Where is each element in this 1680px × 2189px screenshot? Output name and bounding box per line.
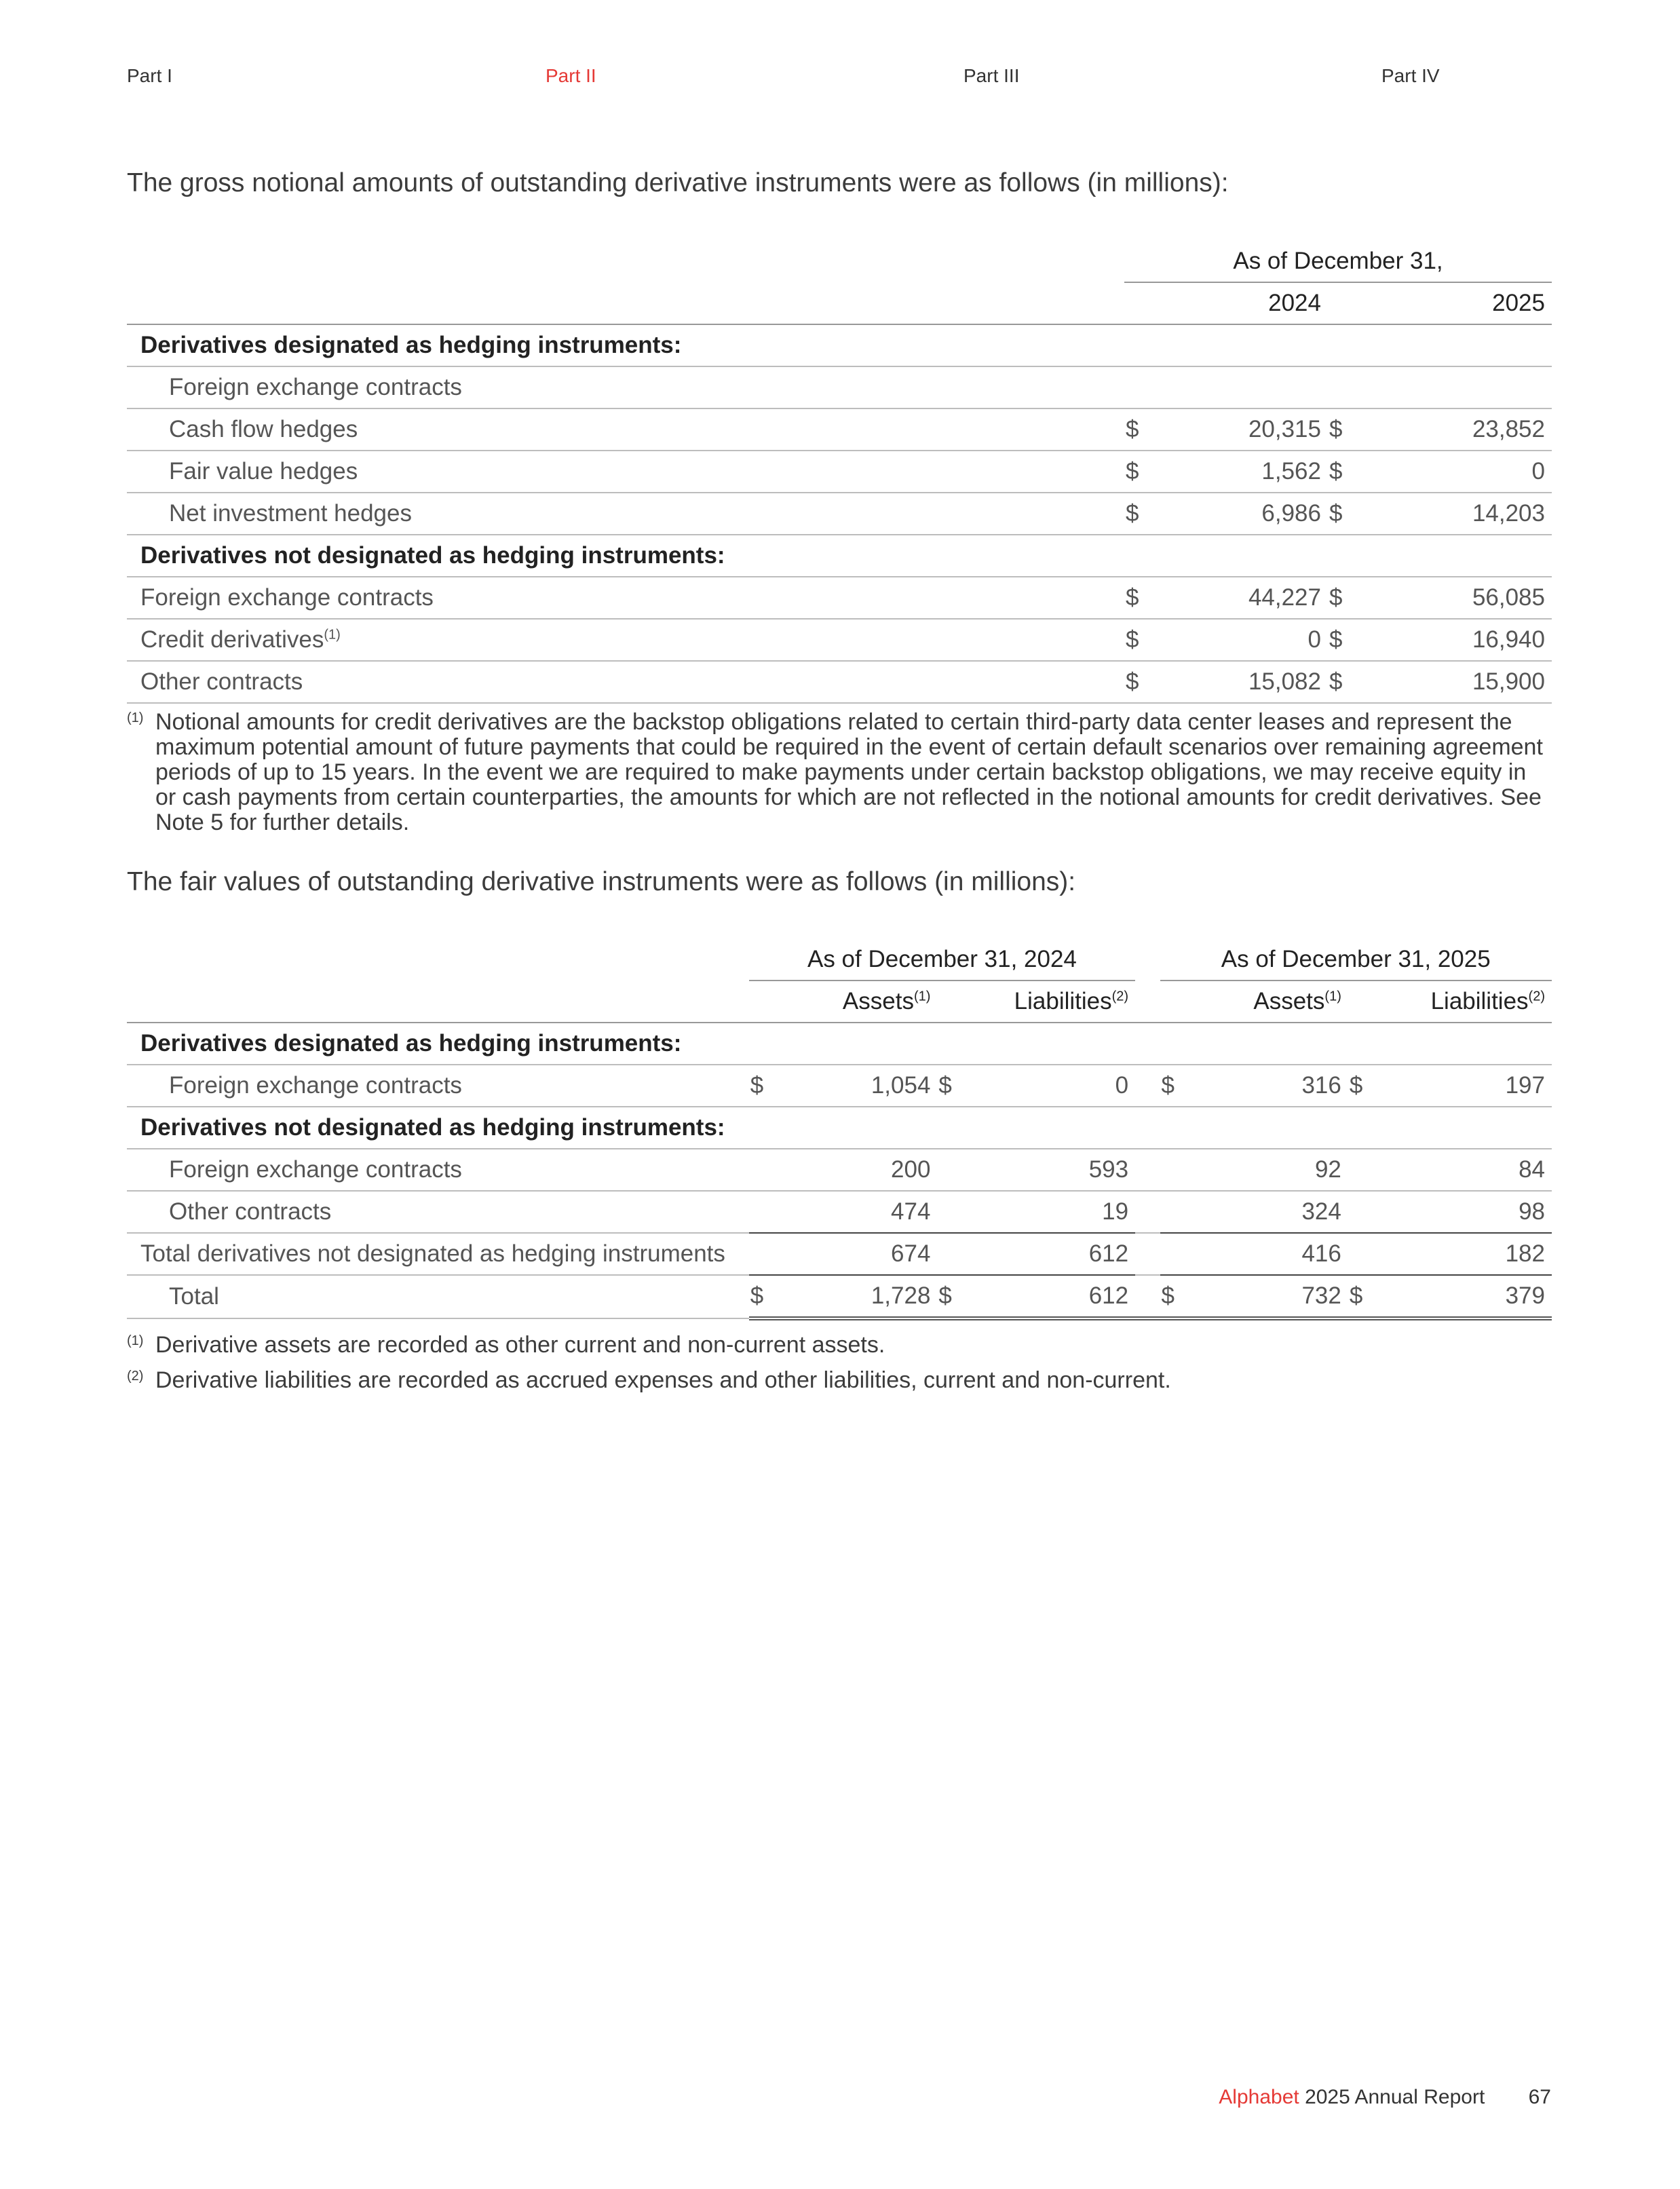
table-row — [127, 493, 1552, 535]
notional-year-2024: 2024 — [1124, 282, 1328, 324]
table-row — [127, 1023, 1552, 1065]
liabilities-2024: 612 — [970, 1275, 1135, 1318]
col-assets-2024: Assets$^{(1)}$ — [749, 981, 938, 1023]
liabilities-2025: 379 — [1380, 1275, 1552, 1318]
value-2024: 15,082 — [1165, 661, 1328, 703]
nav-part-3[interactable]: Part III — [963, 65, 1020, 86]
currency-symbol: $ — [1328, 408, 1369, 451]
currency-symbol: $ — [1328, 577, 1369, 619]
currency-symbol: $ — [1328, 493, 1369, 535]
currency-symbol: $ — [1160, 1275, 1192, 1318]
value-2024: 20,315 — [1165, 408, 1328, 451]
value-2025: 16,940 — [1369, 619, 1552, 661]
currency-symbol: $ — [1124, 577, 1165, 619]
row-label: Cash flow hedges — [127, 408, 1124, 451]
currency-symbol: $ — [1124, 619, 1165, 661]
fairvalue-group-2024: As of December 31, 2024 — [749, 939, 1135, 981]
assets-2025: 416 — [1191, 1233, 1348, 1275]
value-2025: 23,852 — [1369, 408, 1552, 451]
liabilities-2025: 98 — [1380, 1191, 1552, 1233]
currency-symbol: $ — [1124, 493, 1165, 535]
table-row — [127, 1275, 1552, 1318]
table-row — [127, 1191, 1552, 1233]
row-label: Foreign exchange contracts — [127, 1065, 749, 1107]
table-row — [127, 451, 1552, 493]
notional-year-2025: 2025 — [1328, 282, 1552, 324]
row-label: Foreign exchange contracts — [127, 577, 1124, 619]
notional-header-group: As of December 31, — [1124, 241, 1552, 282]
col-liabilities-2024: Liabilities$^{(2)}$ — [937, 981, 1135, 1023]
footnote-ref: (1) — [324, 627, 341, 643]
currency-symbol: $ — [1328, 619, 1369, 661]
row-label: Credit derivatives$^{(1)}$ — [127, 619, 1124, 661]
value-2025: 56,085 — [1369, 577, 1552, 619]
table-row — [127, 1233, 1552, 1275]
currency-symbol: $ — [749, 1275, 780, 1318]
fairvalue-footnote-2 — [127, 1368, 1552, 1393]
assets-2025: 324 — [1191, 1191, 1348, 1233]
footer-brand: Alphabet — [1219, 2086, 1299, 2108]
liabilities-2024: 19 — [970, 1191, 1135, 1233]
liabilities-2024: 593 — [970, 1149, 1135, 1191]
section-heading: Derivatives not designated as hedging instruments: — [127, 1107, 1552, 1149]
liabilities-2025: 197 — [1380, 1065, 1552, 1107]
liabilities-2024: 0 — [970, 1065, 1135, 1107]
nav-part-2[interactable]: Part II — [546, 65, 596, 86]
row-label: Net investment hedges — [127, 493, 1124, 535]
section-heading: Derivatives not designated as hedging instruments: — [127, 535, 1552, 577]
value-2024: 44,227 — [1165, 577, 1328, 619]
assets-2025: 316 — [1191, 1065, 1348, 1107]
currency-symbol: $ — [1124, 408, 1165, 451]
fairvalue-footnote-1 — [127, 1333, 1552, 1358]
table-row — [127, 1065, 1552, 1107]
value-2024: 0 — [1165, 619, 1328, 661]
fairvalue-table — [127, 939, 1552, 1320]
row-label: Total — [127, 1275, 749, 1318]
value-2024: 6,986 — [1165, 493, 1328, 535]
table-row — [127, 1149, 1552, 1191]
assets-2024: 474 — [780, 1191, 937, 1233]
currency-symbol: $ — [937, 1065, 970, 1107]
notional-header-group-row — [127, 241, 1552, 282]
table-row — [127, 619, 1552, 661]
liabilities-2025: 182 — [1380, 1233, 1552, 1275]
currency-symbol: $ — [1328, 451, 1369, 493]
footnote-text: Notional amounts for credit derivatives are the backstop obligations related to certain third-party data center leases and represent the maximum potential amount of future payments that could be required in the event of certain default scenarios over remaining agreement periods of up to 15 years. In the event we are required to make payments under certain backstop obligations, we may receive equity in or cash payments from certain counterparties, the amounts for which are not reflected in the notional amounts for credit derivatives. See Note 5 for further details. — [155, 709, 1543, 835]
assets-2025: 92 — [1191, 1149, 1348, 1191]
table-row — [127, 366, 1552, 408]
section-heading: Derivatives designated as hedging instruments: — [127, 324, 1552, 366]
table-row — [127, 408, 1552, 451]
value-2025: 14,203 — [1369, 493, 1552, 535]
table-row — [127, 535, 1552, 577]
fairvalue-header-group-row — [127, 939, 1552, 981]
col-liabilities-2025: Liabilities$^{(2)}$ — [1348, 981, 1552, 1023]
fairvalue-group-2025: As of December 31, 2025 — [1160, 939, 1552, 981]
value-2024: 1,562 — [1165, 451, 1328, 493]
assets-2024: 200 — [780, 1149, 937, 1191]
notional-intro: The gross notional amounts of outstanding derivative instruments were as follows (in millions): — [127, 168, 1229, 197]
assets-2024: 1,054 — [780, 1065, 937, 1107]
row-label: Fair value hedges — [127, 451, 1124, 493]
row-label: Other contracts — [127, 1191, 749, 1233]
fairvalue-header-cols-row — [127, 981, 1552, 1023]
footnote-marker: (1) — [127, 710, 144, 725]
page-footer — [1219, 2086, 1551, 2109]
assets-2024: 674 — [780, 1233, 937, 1275]
liabilities-2025: 84 — [1380, 1149, 1552, 1191]
footnote-text: Derivative liabilities are recorded as accrued expenses and other liabilities, current and non-current. — [155, 1367, 1171, 1393]
fairvalue-intro: The fair values of outstanding derivative instruments were as follows (in millions): — [127, 867, 1076, 896]
table-row — [127, 661, 1552, 703]
nav-part-1[interactable]: Part I — [127, 65, 172, 86]
value-2025: 15,900 — [1369, 661, 1552, 703]
row-label: Foreign exchange contracts — [127, 366, 1552, 408]
table-row — [127, 324, 1552, 366]
page-number: 67 — [1528, 2086, 1551, 2108]
table-row — [127, 1107, 1552, 1149]
col-assets-2025: Assets$^{(1)}$ — [1160, 981, 1348, 1023]
notional-table — [127, 241, 1552, 704]
currency-symbol: $ — [1124, 451, 1165, 493]
currency-symbol: $ — [1124, 661, 1165, 703]
currency-symbol: $ — [1160, 1065, 1192, 1107]
currency-symbol: $ — [749, 1065, 780, 1107]
footnote-text: Derivative assets are recorded as other current and non-current assets. — [155, 1332, 885, 1358]
notional-footnote — [127, 710, 1552, 835]
currency-symbol: $ — [1328, 661, 1369, 703]
footnote-marker: (1) — [127, 1333, 144, 1348]
assets-2025: 732 — [1191, 1275, 1348, 1318]
notional-header-years-row — [127, 282, 1552, 324]
footer-title: 2025 Annual Report — [1305, 2086, 1485, 2108]
currency-symbol: $ — [937, 1275, 970, 1318]
section-heading: Derivatives designated as hedging instruments: — [127, 1023, 1552, 1065]
currency-symbol: $ — [1348, 1065, 1381, 1107]
liabilities-2024: 612 — [970, 1233, 1135, 1275]
footnote-marker: (2) — [127, 1369, 144, 1384]
row-label: Foreign exchange contracts — [127, 1149, 749, 1191]
row-label: Total derivatives not designated as hedging instruments — [127, 1233, 749, 1275]
row-label: Other contracts — [127, 661, 1124, 703]
table-row — [127, 577, 1552, 619]
nav-part-4[interactable]: Part IV — [1381, 65, 1440, 86]
currency-symbol: $ — [1348, 1275, 1381, 1318]
assets-2024: 1,728 — [780, 1275, 937, 1318]
value-2025: 0 — [1369, 451, 1552, 493]
